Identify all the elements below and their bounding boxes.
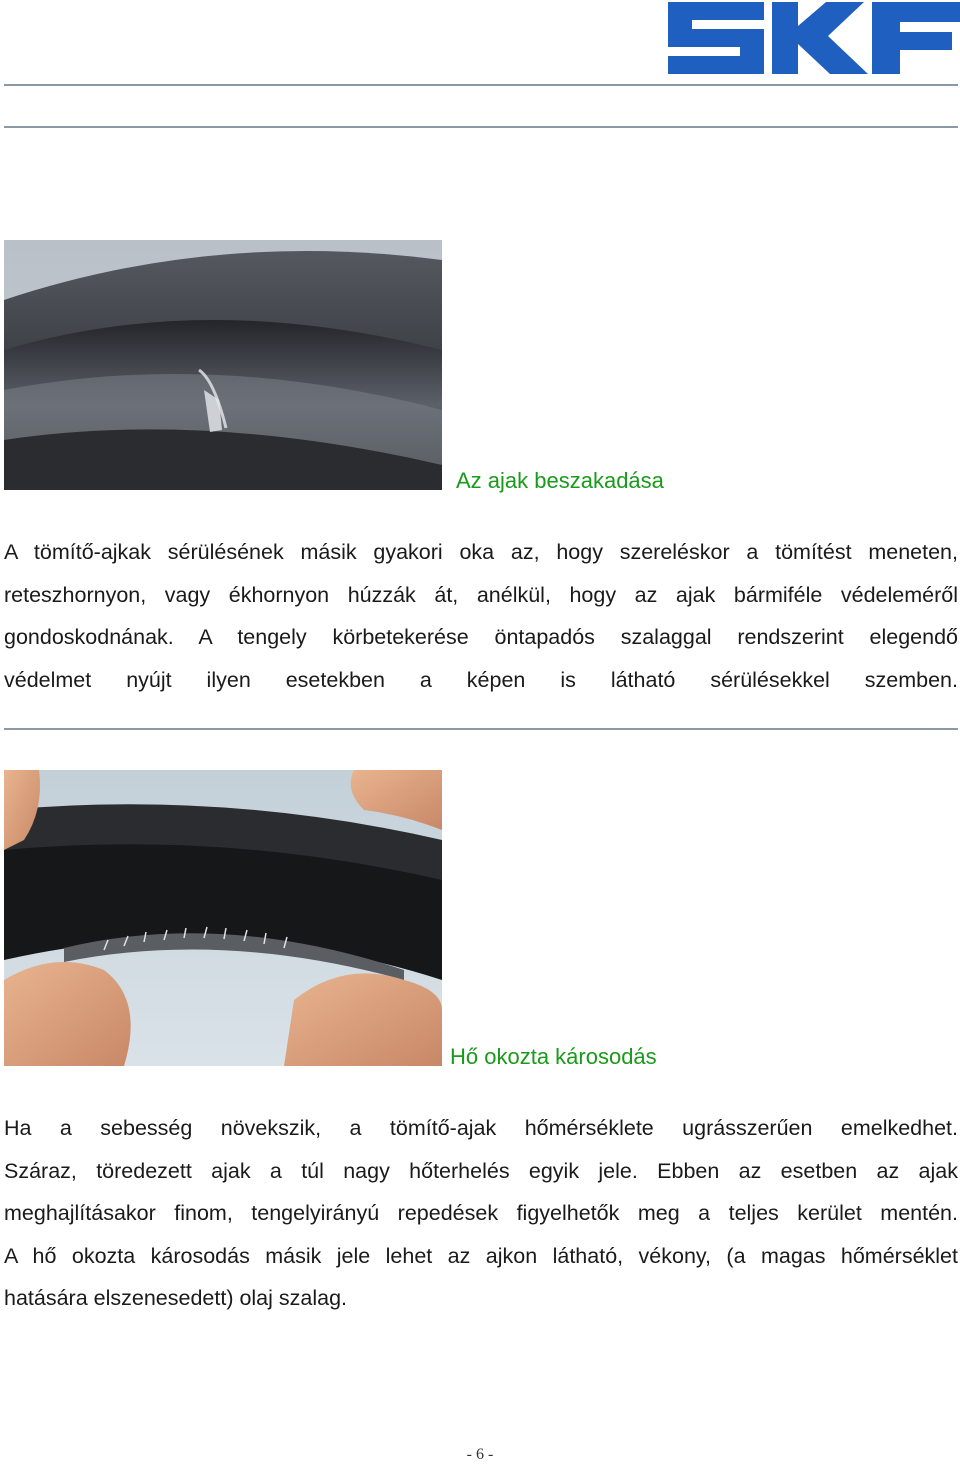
logo-letter-k bbox=[772, 2, 868, 74]
heat-damage-photo bbox=[4, 770, 442, 1066]
section1-line: reteszhornyon, vagy ékhornyon húzzák át, anélkül, hogy az ajak bármiféle védeleméről bbox=[4, 582, 958, 607]
section1-line: védelmet nyújt ilyen esetekben a képen is látható sérülésekkel szemben. bbox=[4, 667, 958, 692]
section2-caption: Hő okozta károsodás bbox=[450, 1044, 657, 1069]
logo-letter-s bbox=[668, 2, 764, 74]
logo-letter-f bbox=[872, 2, 960, 74]
section1-caption: Az ajak beszakadása bbox=[456, 468, 664, 493]
section1-line: gondoskodnának. A tengely körbetekerése öntapadós szalaggal rendszerint elegendő bbox=[4, 625, 958, 649]
section2-line: hatására elszenesedett) olaj szalag. bbox=[4, 1286, 348, 1310]
section1-line: A tömítő-ajkak sérülésének másik gyakori oka az, hogy szereléskor a tömítést meneten, bbox=[4, 540, 958, 564]
section2-paragraph bbox=[4, 1107, 958, 1320]
header-rule-top bbox=[4, 84, 958, 86]
section2-line: Ha a sebesség növekszik, a tömítő-ajak hőmérséklete ugrásszerűen emelkedhet. bbox=[4, 1116, 958, 1140]
header-rule-bottom bbox=[4, 126, 958, 128]
section-divider bbox=[4, 728, 958, 730]
section2-line: A hő okozta károsodás másik jele lehet az ajkon látható, vékony, (a magas hőmérséklet bbox=[4, 1243, 958, 1268]
section1-paragraph bbox=[4, 531, 958, 701]
page-number: - 6 - bbox=[466, 1446, 494, 1463]
seal-lip-tear-photo bbox=[4, 240, 442, 490]
skf-logo bbox=[668, 2, 960, 74]
section2-line: Száraz, töredezett ajak a túl nagy hőterhelés egyik jele. Ebben az esetben az ajak bbox=[4, 1158, 958, 1183]
section2-line: meghajlításakor finom, tengelyirányú repedések figyelhetők meg a teljes kerület mentén. bbox=[4, 1201, 958, 1225]
